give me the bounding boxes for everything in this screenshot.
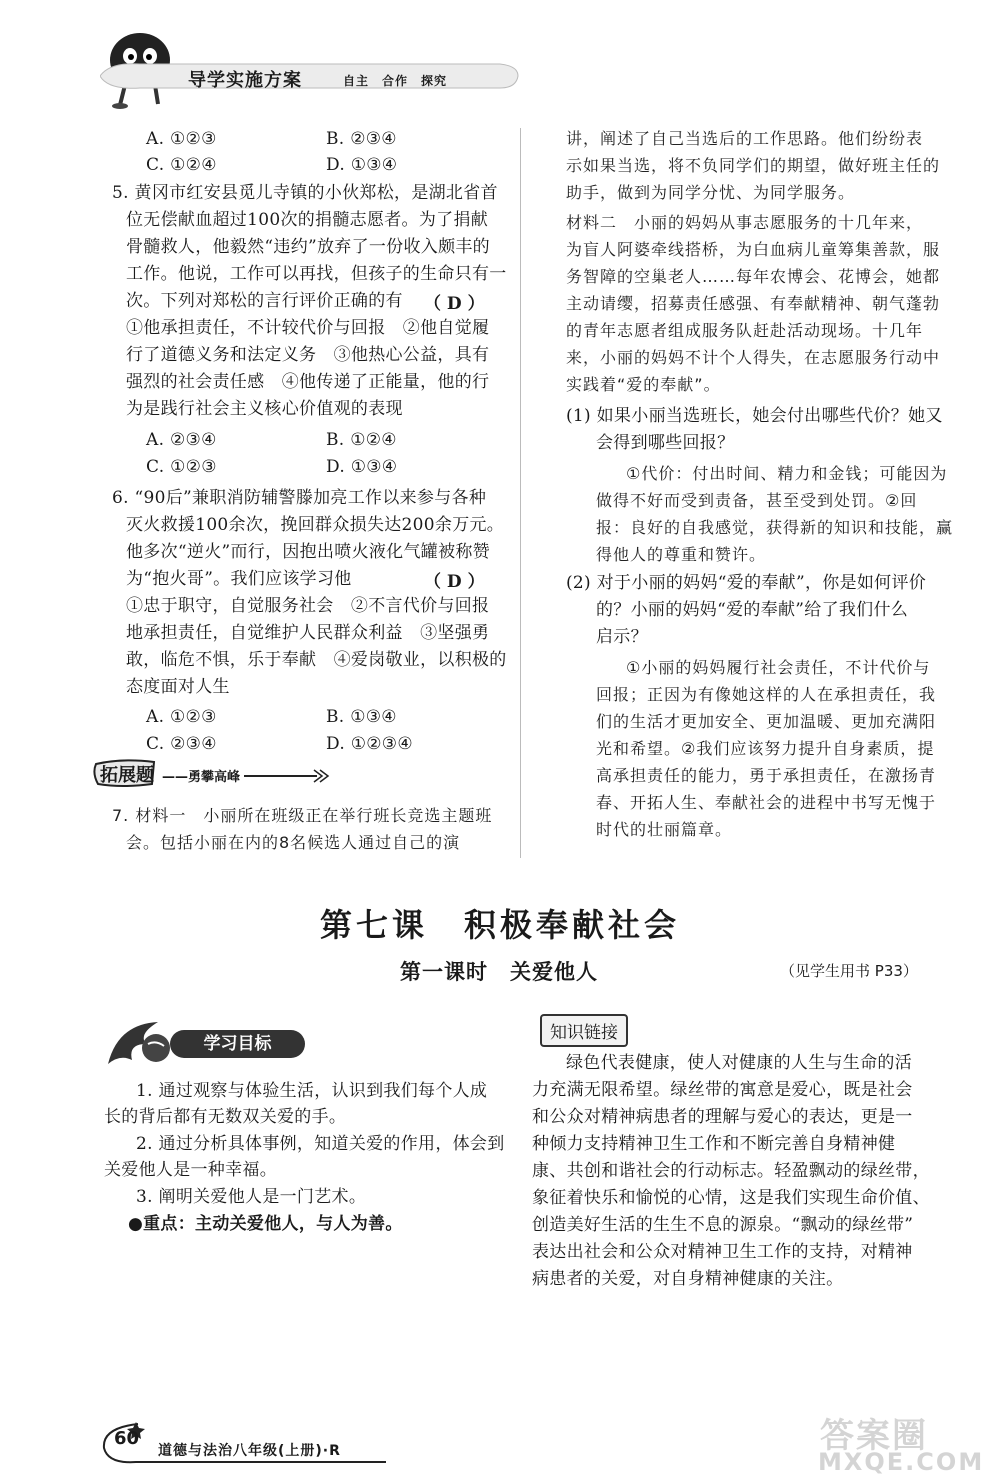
material2-line: 实践着“爱的奉献”。 (566, 375, 721, 394)
knowledge-line: 康、共创和谐社会的行动标志。轻盈飘动的绿丝带， (532, 1161, 930, 1181)
extension-label: 拓展题 (100, 765, 154, 786)
q5-line: 5. 黄冈市红安县觅儿寺镇的小伙郑松，是湖北省首 (112, 183, 498, 203)
q5-option-b: B. ①②④ (326, 430, 397, 450)
answer-1-line: ①代价：付出时间、精力和金钱；可能因为 (626, 464, 948, 483)
knowledge-line: 创造美好生活的生生不息的源泉。“飘动的绿丝带” (532, 1215, 914, 1235)
q6-line: 6. “90后”兼职消防辅警滕加亮工作以来参与各种 (112, 488, 487, 508)
q6-line: ①忠于职守，自觉服务社会 ②不言代价与回报 (126, 596, 490, 616)
material2-line: 主动请缨，招募责任感强、有奉献精神、朝气蓬勃 (566, 294, 941, 313)
q6-line: 为“抱火哥”。我们应该学习他 (126, 569, 352, 589)
q5-line: 骨髓救人，他毅然“违约”放弃了一份收入颇丰的 (126, 237, 490, 257)
q6-option-c: C. ②③④ (146, 734, 217, 754)
goal-line: 关爱他人是一种幸福。 (104, 1160, 277, 1180)
goal-line: 2. 通过分析具体事例，知道关爱的作用，体会到 (136, 1134, 505, 1154)
q4-option-b: B. ②③④ (326, 129, 397, 149)
period-title: 第一课时 关爱他人 (400, 960, 598, 984)
header-tags: 自主 合作 探究 (343, 74, 448, 88)
header-title: 导学实施方案 (188, 70, 302, 91)
q5-option-a: A. ②③④ (146, 430, 217, 450)
watermark-bottom: MXQE.COM (818, 1448, 985, 1476)
goal-line: 1. 通过观察与体验生活，认识到我们每个人成 (136, 1081, 488, 1101)
q6-line: 灭火救援100余次，挽回群众损失达200余万元。 (126, 515, 505, 535)
q5-option-c: C. ①②③ (146, 457, 217, 477)
answer-2-line: 春、开拓人生、奉献社会的进程中书写无愧于 (596, 793, 937, 812)
intro-line: 示如果当选，将不负同学们的期望，做好班主任的 (566, 156, 941, 175)
lesson-title: 第七课 积极奉献社会 (319, 906, 680, 944)
answer-2-line: 回报；正因为有像她这样的人在承担责任，我 (596, 685, 937, 704)
column-divider (520, 128, 521, 858)
q6-line: 敢，临危不惧，乐于奉献 ④爱岗敬业，以积极的 (126, 650, 507, 670)
knowledge-line: 象征着快乐和愉悦的心情，这是我们实现生命价值、 (532, 1188, 930, 1208)
answer-1-line: 报：良好的自我感觉，获得新的知识和技能，赢 (596, 518, 954, 537)
answer-1-line: 做得不好而受到责备，甚至受到处罚。②回 (596, 491, 918, 510)
q5-line: 次。下列对郑松的言行评价正确的有 (126, 291, 403, 311)
q6-line: 态度面对人生 (126, 677, 230, 697)
q6-option-a: A. ①②③ (146, 707, 217, 727)
material2-line: 材料二 小丽的妈妈从事志愿服务的十几年来， (566, 213, 924, 232)
key-point: ●重点：主动关爱他人，与人为善。 (128, 1214, 403, 1234)
answer-2-line: 们的生活才更加安全、更加温暖、更加充满阳 (596, 712, 937, 731)
intro-line: 助手，做到为同学分忧、为同学服务。 (566, 183, 856, 202)
q5-line: 强烈的社会责任感 ④他传递了正能量，他的行 (126, 372, 490, 392)
q4-option-d: D. ①③④ (326, 155, 398, 175)
extension-sub: ——勇攀高峰 (162, 766, 244, 785)
sub-question-2: 的？小丽的妈妈“爱的奉献”给了我们什么 (596, 600, 909, 620)
material2-line: 为盲人阿婆牵线搭桥，为白血病儿童筹集善款，服 (566, 240, 941, 259)
answer-2-line: 高承担责任的能力，勇于承担责任，在激扬青 (596, 766, 937, 785)
q6-option-d: D. ①②③④ (326, 734, 413, 754)
q5-option-d: D. ①③④ (326, 457, 398, 477)
knowledge-line: 力充满无限希望。绿丝带的寓意是爱心，既是社会 (532, 1080, 913, 1100)
goal-line: 3. 阐明关爱他人是一门艺术。 (136, 1187, 367, 1207)
sub-question-2: 启示？ (596, 627, 648, 647)
q4-option-a: A. ①②③ (146, 129, 217, 149)
q6-line: 他多次“逆火”而行，因抱出喷火液化气罐被称赞 (126, 542, 490, 562)
q5-line: 工作。他说，工作可以再找，但孩子的生命只有一 (126, 264, 507, 284)
q6-option-b: B. ①③④ (326, 707, 397, 727)
knowledge-line: 和公众对精神病患者的理解与爱心的表达，更是一 (532, 1107, 913, 1127)
watermark-top: 答案圈 (820, 1416, 928, 1456)
page-number: 60 (114, 1428, 140, 1449)
material2-line: 的青年志愿者组成服务队赶赴活动现场。十几年 (566, 321, 924, 340)
answer-2-line: 光和希望。②我们应该努力提升自身素质，提 (596, 739, 935, 758)
page-reference: （见学生用书 P33） (780, 962, 918, 980)
q5-answer: （ D ） (424, 294, 485, 314)
answer-1-line: 得他人的尊重和赞许。 (596, 545, 767, 564)
header-bar (100, 58, 520, 94)
sub-question-1: 会得到哪些回报？ (596, 433, 735, 453)
answer-2-line: 时代的壮丽篇章。 (596, 820, 733, 839)
goal-line: 长的背后都有无数双关爱的手。 (104, 1107, 347, 1127)
q6-answer: （ D ） (424, 572, 485, 592)
q4-option-c: C. ①②④ (146, 155, 217, 175)
q5-line: 行了道德义务和法定义务 ③他热心公益，具有 (126, 345, 490, 365)
sub-question-1: (1) 如果小丽当选班长，她会付出哪些代价？她又 (566, 406, 943, 426)
knowledge-label: 知识链接 (540, 1014, 628, 1047)
q7-line: 会。包括小丽在内的8名候选人通过自己的演 (126, 833, 461, 852)
goal-badge: 学习目标 (170, 1030, 305, 1058)
material2-line: 务智障的空巢老人……每年农博会、花博会，她都 (566, 267, 941, 286)
answer-2-line: ①小丽的妈妈履行社会责任，不计代价与 (626, 658, 931, 677)
knowledge-line: 绿色代表健康，使人对健康的人生与生命的活 (566, 1053, 912, 1073)
knowledge-line: 病患者的关爱，对自身精神健康的关注。 (532, 1269, 844, 1289)
footer-book-title: 道德与法治八年级(上册)·R (158, 1443, 341, 1459)
q5-line: ①他承担责任，不计较代价与回报 ②他自觉履 (126, 318, 490, 338)
knowledge-line: 表达出社会和公众对精神卫生工作的支持，对精神 (532, 1242, 913, 1262)
q5-line: 位无偿献血超过100次的捐髓志愿者。为了捐献 (126, 210, 489, 230)
material2-line: 来，小丽的妈妈不计个人得失，在志愿服务行动中 (566, 348, 941, 367)
intro-line: 讲，阐述了自己当选后的工作思路。他们纷纷表 (566, 129, 924, 148)
knowledge-line: 种倾力支持精神卫生工作和不断完善自身精神健 (532, 1134, 896, 1154)
q5-line: 为是践行社会主义核心价值观的表现 (126, 399, 403, 419)
q6-line: 地承担责任，自觉维护人民群众利益 ③坚强勇 (126, 623, 490, 643)
q7-line: 7. 材料一 小丽所在班级正在举行班长竞选主题班 (112, 806, 493, 825)
sub-question-2: (2) 对于小丽的妈妈“爱的奉献”，你是如何评价 (566, 573, 927, 593)
